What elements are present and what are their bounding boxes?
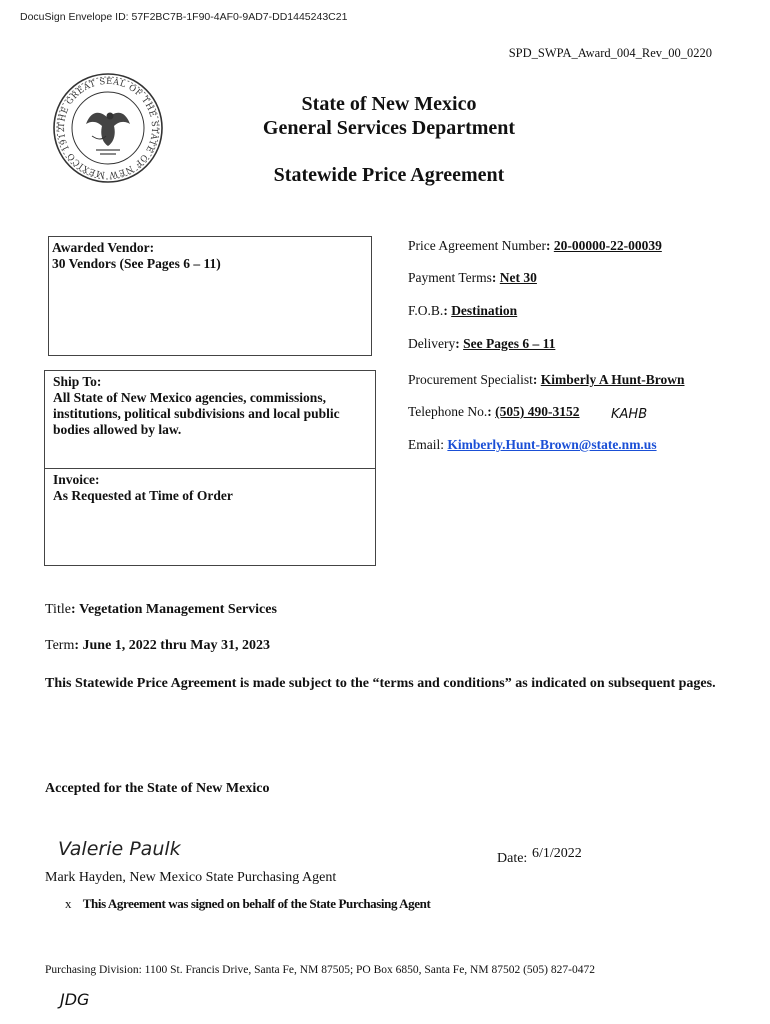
term-label: Term bbox=[45, 638, 75, 653]
invoice-label: Invoice: bbox=[53, 472, 100, 487]
invoice-value: As Requested at Time of Order bbox=[53, 488, 233, 503]
delivery-field: Delivery: See Pages 6 – 11 bbox=[408, 336, 556, 351]
telephone-label: Telephone No. bbox=[408, 404, 488, 419]
state-title: State of New Mexico bbox=[301, 93, 477, 115]
form-id: SPD_SWPA_Award_004_Rev_00_0220 bbox=[508, 46, 712, 60]
accepted-statement: Accepted for the State of New Mexico bbox=[45, 781, 270, 796]
signer-name: Mark Hayden, New Mexico State Purchasing Agent bbox=[45, 870, 337, 885]
term-value: June 1, 2022 thru May 31, 2023 bbox=[82, 638, 270, 653]
delivery-label: Delivery bbox=[408, 336, 456, 351]
title-line: Title: Vegetation Management Services bbox=[45, 602, 277, 617]
signature: Valerie Paulk bbox=[58, 838, 181, 860]
note-line bbox=[65, 896, 430, 912]
ship-to-value: All State of New Mexico agencies, commissions, institutions, political subdivisions and local public bodies allowed by law. bbox=[53, 390, 340, 437]
department-title: General Services Department bbox=[262, 117, 516, 139]
ship-to-label: Ship To: bbox=[53, 374, 102, 389]
svg-text:THE GREAT SEAL OF THE STATE OF: THE GREAT SEAL OF THE STATE OF NEW MEXICO 1912 bbox=[55, 75, 161, 181]
note-text: This Agreement was signed on behalf of the State Purchasing Agent bbox=[82, 896, 431, 911]
specialist-value: Kimberly A Hunt-Brown bbox=[540, 372, 685, 387]
email-label: Email: bbox=[408, 437, 444, 452]
note-mark: x bbox=[65, 896, 72, 911]
term-line: Term: June 1, 2022 thru May 31, 2023 bbox=[45, 638, 270, 653]
date-label: Date: bbox=[497, 851, 528, 866]
envelope-id: DocuSign Envelope ID: 57F2BC7B-1F90-4AF0-9AD7-DD1445243C21 bbox=[20, 11, 348, 23]
ship-invoice-box bbox=[44, 370, 376, 566]
fob-field: F.O.B.: Destination bbox=[408, 303, 518, 318]
fob-value: Destination bbox=[451, 303, 518, 318]
document-title: Statewide Price Agreement bbox=[273, 164, 505, 186]
date-value: 6/1/2022 bbox=[532, 846, 582, 861]
specialist-field: Procurement Specialist: Kimberly A Hunt-Brown bbox=[408, 372, 685, 387]
payment-terms-label: Payment Terms bbox=[408, 270, 492, 285]
title-label: Title bbox=[45, 602, 71, 617]
telephone-field: Telephone No.: (505) 490-3152 bbox=[408, 404, 580, 419]
email-link[interactable]: Kimberly.Hunt-Brown@state.nm.us bbox=[447, 437, 657, 452]
awarded-vendor-value: 30 Vendors (See Pages 6 – 11) bbox=[52, 256, 221, 271]
payment-terms-field: Payment Terms: Net 30 bbox=[408, 270, 537, 285]
initials-kahb: KAHB bbox=[611, 407, 648, 422]
awarded-vendor-box bbox=[48, 236, 372, 356]
agreement-number-field: Price Agreement Number: 20-00000-22-00039 bbox=[408, 238, 662, 253]
agreement-number-value: 20-00000-22-00039 bbox=[553, 238, 662, 253]
subject-statement: This Statewide Price Agreement is made subject to the “terms and conditions” as indicated on subsequent pages. bbox=[45, 676, 716, 691]
footer-address: Purchasing Division: 1100 St. Francis Drive, Santa Fe, NM 87505; PO Box 6850, Santa Fe, NM 87502 (505) 827-0472 bbox=[45, 964, 595, 976]
awarded-vendor-label: Awarded Vendor: bbox=[52, 240, 155, 255]
specialist-label: Procurement Specialist bbox=[408, 372, 533, 387]
title-value: Vegetation Management Services bbox=[79, 602, 277, 617]
footer-initials: JDG bbox=[60, 990, 90, 1009]
agreement-number-label: Price Agreement Number bbox=[408, 238, 546, 253]
email-field bbox=[408, 437, 657, 453]
delivery-value: See Pages 6 – 11 bbox=[463, 336, 556, 351]
fob-label: F.O.B. bbox=[408, 303, 444, 318]
telephone-value: (505) 490-3152 bbox=[495, 404, 580, 419]
payment-terms-value: Net 30 bbox=[499, 270, 537, 285]
